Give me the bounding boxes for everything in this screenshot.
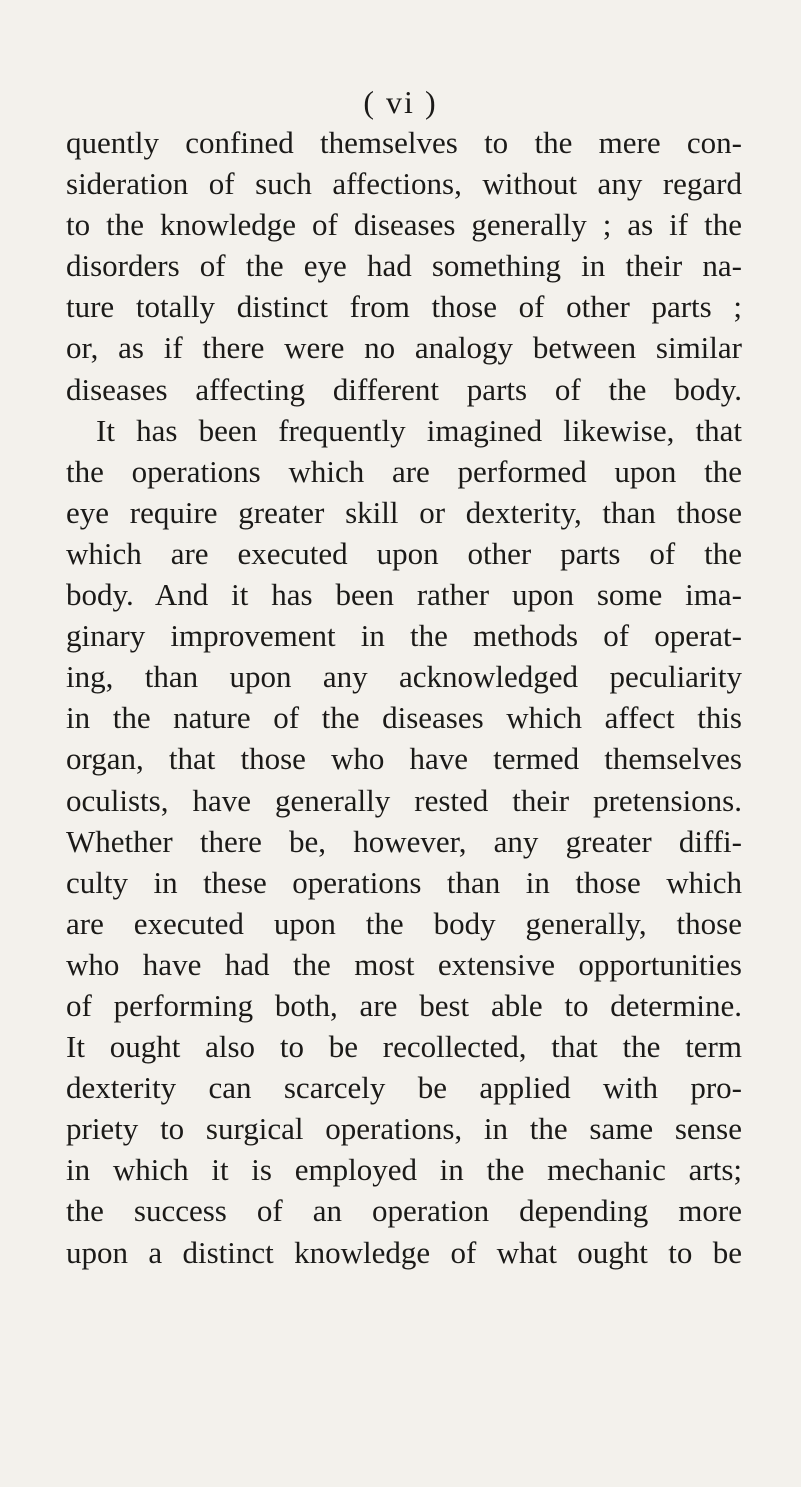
text-line: quently confined themselves to the mere con- <box>66 125 742 160</box>
text-line: ginary improvement in the methods of operat- <box>66 618 742 654</box>
text-line: disorders of the eye had something in their na- <box>66 248 742 284</box>
text-line: body. And it has been rather upon some ima- <box>66 577 742 613</box>
text-line: eye require greater skill or dexterity, than those <box>66 494 742 530</box>
text-line: in which it is employed in the mechanic arts; <box>66 1152 742 1188</box>
text-line: the success of an operation depending more <box>66 1193 742 1229</box>
text-line: sideration of such affections, without any regard <box>66 166 742 202</box>
text-line: oculists, have generally rested their pretensions. <box>66 782 742 818</box>
text-line: ture totally distinct from those of other parts ; <box>66 289 742 325</box>
text-line: or, as if there were no analogy between similar <box>66 330 742 366</box>
text-line: culty in these operations than in those which <box>66 864 742 900</box>
text-line: upon a distinct knowledge of what ought to be <box>66 1234 742 1270</box>
text-line: diseases affecting different parts of the body. <box>66 371 742 407</box>
text-line: It ought also to be recollected, that the term <box>66 1029 742 1065</box>
text-line: to the knowledge of diseases generally ; as if the <box>66 207 742 243</box>
text-line: are executed upon the body generally, those <box>66 905 742 941</box>
text-line: organ, that those who have termed themselves <box>66 741 742 777</box>
page-number: ( vi ) <box>363 84 438 120</box>
body-text <box>66 122 742 1273</box>
text-line: in the nature of the diseases which affect this <box>66 700 742 736</box>
text-line: ing, than upon any acknowledged peculiarity <box>66 659 742 695</box>
text-line: of performing both, are best able to determine. <box>66 987 742 1023</box>
text-line: dexterity can scarcely be applied with pro- <box>66 1070 742 1106</box>
text-line: who have had the most extensive opportunities <box>66 946 742 982</box>
text-line: Whether there be, however, any greater diffi- <box>66 823 742 859</box>
text-line: priety to surgical operations, in the same sense <box>66 1111 742 1147</box>
text-line: It has been frequently imagined likewise, that <box>96 412 742 448</box>
text-line: the operations which are performed upon the <box>66 453 742 489</box>
text-line: which are executed upon other parts of the <box>66 535 742 571</box>
